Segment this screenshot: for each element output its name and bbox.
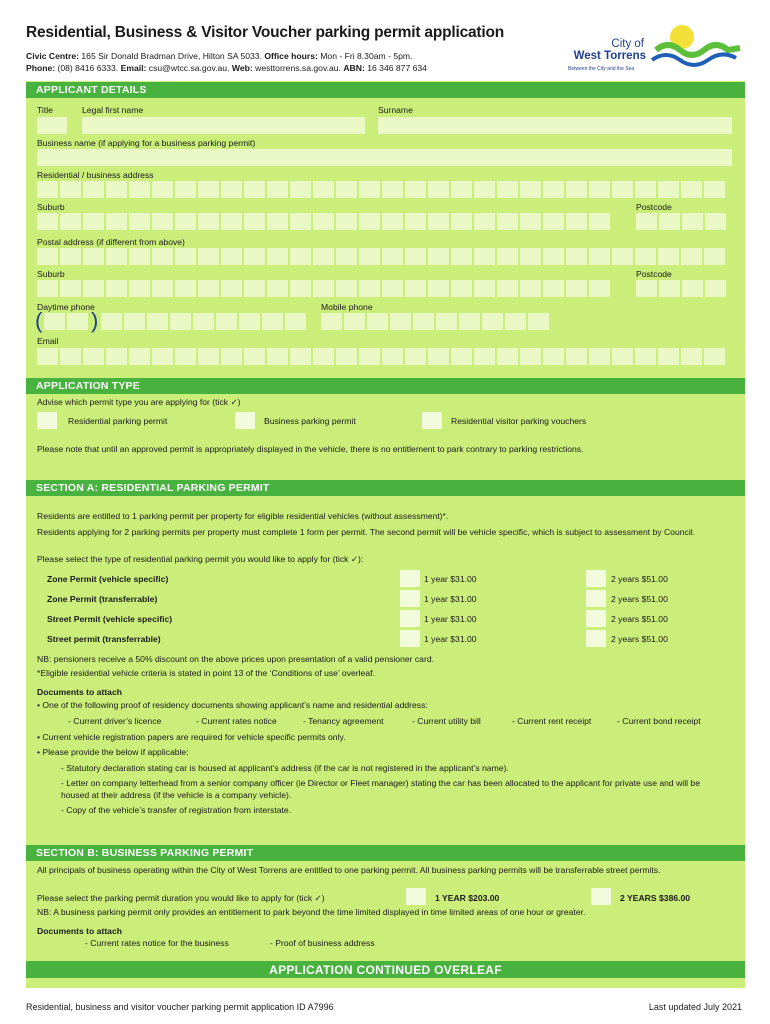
address-label: Residential / business address — [37, 170, 154, 180]
if-applicable-bullet: • Please provide the below if applicable: — [37, 747, 189, 757]
section-b-p1: All principals of business operating within the City of West Torrens are entitled to one parking permit. All business parking permits will be transferrable street permits. — [37, 865, 661, 875]
company-letter-item: - Letter on company letterhead from a senior company officer (ie Director or Fleet manager) stating the car has been allocated to the applicant for private use and will be housed at their address (if the vehicle is a company vehicle). — [61, 778, 700, 800]
two-years-checkbox[interactable] — [586, 570, 606, 587]
business-doc-item: - Proof of business address — [270, 938, 375, 948]
advise-text: Advise which permit type you are applying for (tick ✓) — [37, 397, 241, 407]
contact-info — [26, 50, 566, 74]
section-b-p2: Please select the parking permit duration you would like to apply for (tick ✓) — [37, 893, 325, 903]
address-field[interactable] — [37, 181, 725, 198]
one-year-checkbox[interactable] — [400, 570, 420, 587]
business-permit-checkbox[interactable] — [235, 412, 255, 429]
area-code-close-paren: ) — [91, 308, 99, 333]
surname-field[interactable] — [378, 117, 732, 134]
two-years-price: 2 years $51.00 — [611, 634, 668, 644]
suburb-field[interactable] — [37, 213, 610, 230]
email-label: Email — [37, 336, 59, 346]
hours-value: Mon - Fri 8.30am - 5pm. — [320, 51, 413, 61]
residential-permit-checkbox[interactable] — [37, 412, 57, 429]
west-torrens-logo — [568, 20, 748, 76]
permit-name: Zone Permit (vehicle specific) — [47, 574, 169, 584]
abn-label: ABN: — [343, 63, 365, 73]
section-a-docs-heading: Documents to attach — [37, 687, 122, 697]
eligibility-note: *Eligible residential vehicle criteria is stated in point 13 of the ‘Conditions of use’ overleaf. — [37, 668, 375, 678]
postal-address-label: Postal address (if different from above) — [37, 237, 185, 247]
one-year-checkbox[interactable] — [400, 590, 420, 607]
one-year-checkbox[interactable] — [400, 610, 420, 627]
proof-item: - Current rent receipt — [512, 716, 592, 726]
proof-bullet: • One of the following proof of residency documents showing applicant’s name and residential address: — [37, 700, 428, 710]
continued-overleaf-banner: APPLICATION CONTINUED OVERLEAF — [26, 961, 745, 978]
two-years-checkbox[interactable] — [586, 610, 606, 627]
section-a-heading: SECTION A: RESIDENTIAL PARKING PERMIT — [26, 480, 745, 496]
mobile-phone-field[interactable] — [321, 313, 549, 330]
applicant-details-heading: APPLICANT DETAILS — [26, 82, 745, 98]
business-nb: NB: A business parking permit only provides an entitlement to park beyond the time limited displayed in time limited areas of one hour or greater. — [37, 907, 586, 917]
postal-postcode-field[interactable] — [636, 280, 726, 297]
postal-address-field[interactable] — [37, 248, 725, 265]
page-title: Residential, Business & Visitor Voucher parking permit application — [26, 24, 505, 41]
permit-name: Street Permit (vehicle specific) — [47, 614, 173, 624]
permit-name: Zone Permit (transferrable) — [47, 594, 158, 604]
phone-value: (08) 8416 6333. — [57, 63, 119, 73]
stat-dec-item: - Statutory declaration stating car is housed at applicant’s address (if the car is not registered in the applicant’s name). — [61, 763, 509, 773]
title-field[interactable] — [37, 117, 67, 134]
web-value[interactable]: westtorrens.sa.gov.au. — [255, 63, 341, 73]
postal-suburb-label: Suburb — [37, 269, 65, 279]
one-year-price: 1 year $31.00 — [424, 574, 477, 584]
civic-value: 165 Sir Donald Bradman Drive, Hilton SA 5033. — [81, 51, 262, 61]
civic-label: Civic Centre: — [26, 51, 80, 61]
email-field[interactable] — [37, 348, 725, 365]
application-form — [26, 81, 745, 988]
two-years-price: 2 years $51.00 — [611, 574, 668, 584]
postal-postcode-label: Postcode — [636, 269, 672, 279]
footer-form-id: Residential, business and visitor voucher parking permit application ID A7996 — [26, 1002, 334, 1012]
email-value[interactable]: csu@wtcc.sa.gov.au. — [148, 63, 230, 73]
one-year-price: 1 year $31.00 — [424, 634, 477, 644]
hours-label: Office hours: — [264, 51, 318, 61]
visitor-vouchers-label: Residential visitor parking vouchers — [451, 416, 587, 426]
proof-item: - Current utility bill — [412, 716, 481, 726]
two-years-price: 2 years $51.00 — [611, 594, 668, 604]
residential-permit-label: Residential parking permit — [68, 416, 168, 426]
section-b-heading: SECTION B: BUSINESS PARKING PERMIT — [26, 845, 745, 861]
one-year-price: 1 year $31.00 — [424, 594, 477, 604]
phone-label: Phone: — [26, 63, 56, 73]
logo-tagline: Between the City and the Sea — [568, 66, 635, 72]
business-two-years-price: 2 YEARS $386.00 — [620, 893, 691, 903]
surname-label: Surname — [378, 105, 413, 115]
daytime-phone-label: Daytime phone — [37, 302, 95, 312]
business-name-field[interactable] — [37, 149, 732, 166]
one-year-checkbox[interactable] — [400, 630, 420, 647]
business-doc-item: - Current rates notice for the business — [85, 938, 229, 948]
footer-updated: Last updated July 2021 — [648, 1002, 742, 1012]
abn-value: 16 346 877 634 — [367, 63, 427, 73]
section-b-docs-heading: Documents to attach — [37, 926, 122, 936]
registration-bullet: • Current vehicle registration papers are required for vehicle specific permits only. — [37, 732, 346, 742]
postcode-label: Postcode — [636, 202, 672, 212]
transfer-copy-item: - Copy of the vehicle’s transfer of registration from interstate. — [61, 805, 292, 815]
section-a-p3: Please select the type of residential parking permit you would like to apply for (tick ✓): — [37, 554, 364, 564]
visitor-vouchers-checkbox[interactable] — [422, 412, 442, 429]
application-type-heading: APPLICATION TYPE — [26, 378, 745, 394]
first-name-label: Legal first name — [82, 105, 144, 115]
mobile-phone-label: Mobile phone — [321, 302, 373, 312]
area-code-field[interactable] — [44, 313, 88, 330]
business-one-year-checkbox[interactable] — [406, 888, 426, 905]
suburb-label: Suburb — [37, 202, 65, 212]
postal-suburb-field[interactable] — [37, 280, 610, 297]
postcode-field[interactable] — [636, 213, 726, 230]
email-label: Email: — [120, 63, 147, 73]
title-label: Title — [37, 105, 53, 115]
proof-item: - Current driver’s licence — [68, 716, 162, 726]
two-years-checkbox[interactable] — [586, 590, 606, 607]
proof-item: - Tenancy agreement — [303, 716, 384, 726]
two-years-price: 2 years $51.00 — [611, 614, 668, 624]
one-year-price: 1 year $31.00 — [424, 614, 477, 624]
business-two-years-checkbox[interactable] — [591, 888, 611, 905]
pensioner-note: NB: pensioners receive a 50% discount on the above prices upon presentation of a valid pensioner card. — [37, 654, 434, 664]
business-name-label: Business name (if applying for a business parking permit) — [37, 138, 256, 148]
section-a-p1: Residents are entitled to 1 parking permit per property for eligible residential vehicles (without assessment)*. — [37, 511, 449, 521]
logo-city: City of — [611, 38, 644, 50]
proof-item: - Current bond receipt — [617, 716, 701, 726]
two-years-checkbox[interactable] — [586, 630, 606, 647]
first-name-field[interactable] — [82, 117, 365, 134]
permit-name: Street permit (transferrable) — [47, 634, 161, 644]
section-a-p2: Residents applying for 2 parking permits per property must complete 1 form per permit. The second permit will be vehicle specific, which is subject to assessment by Council. — [37, 527, 696, 537]
web-label: Web: — [231, 63, 253, 73]
proof-item: - Current rates notice — [196, 716, 277, 726]
permit-display-note: Please note that until an approved permit is appropriately displayed in the vehicle, there is no entitlement to park contrary to parking restrictions. — [37, 444, 584, 454]
page-header — [26, 24, 566, 74]
area-code-open-paren: ( — [35, 308, 43, 333]
business-one-year-price: 1 YEAR $203.00 — [435, 893, 500, 903]
business-permit-label: Business parking permit — [264, 416, 356, 426]
logo-name: West Torrens — [573, 50, 646, 62]
daytime-phone-field[interactable] — [101, 313, 306, 330]
